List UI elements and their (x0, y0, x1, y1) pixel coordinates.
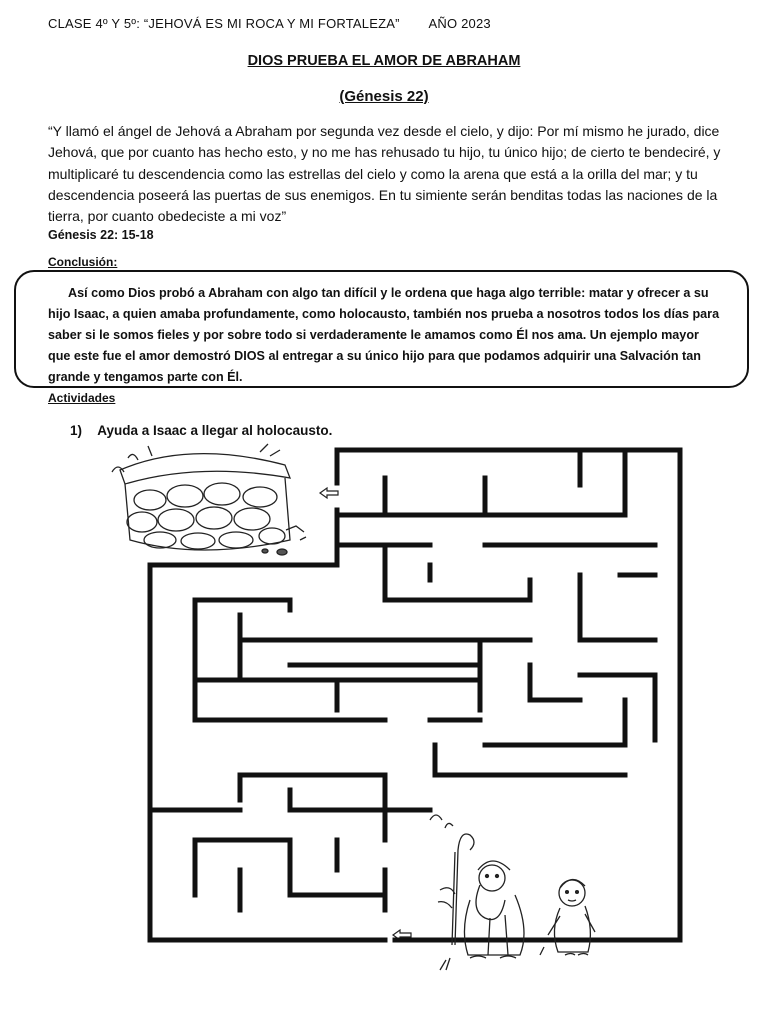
activity-text: Ayuda a Isaac a llegar al holocausto. (97, 423, 333, 438)
stone-altar-drawing (112, 444, 306, 555)
bible-verse: “Y llamó el ángel de Jehová a Abraham por segunda vez desde el cielo, y dijo: Por mí mismo he jurado, dice Jehová, que por cuanto has hecho esto, y no me has rehusado tu hijo, tu único hijo; de cierto te bendeciré, y multiplicaré tu descendencia como las estrellas del cielo y como la arena que está a la orilla del mar; y tu descendencia poseerá las puertas de sus enemigos. En tu simiente serán benditas todas las naciones de la tierra, por cuanto obedeciste a mi voz” (48, 123, 721, 225)
verse-reference: Génesis 22: 15-18 (48, 228, 154, 242)
class-title: CLASE 4º Y 5º: “JEHOVÁ ES MI ROCA Y MI FORTALEZA” (48, 16, 400, 31)
conclusion-text: Así como Dios probó a Abraham con algo tan difícil y le ordena que haga algo terrible: matar y ofrecer a su hijo Isaac, a quien amaba profundamente, como holocausto, también nos prueba a nosotros todos los días para saber si le somos fieles y por sobre todo si verdaderamente le amamos como Él nos ama. Un ejemplo mayor que este fue el amor demostró DIOS al entregar a su único hijo para que podamos adquirir una Salvación tan grande y tengamos parte con Él. (48, 286, 720, 384)
left-arrow-icon (320, 488, 338, 498)
conclusion-label: Conclusión: (48, 255, 118, 269)
page-title: DIOS PRUEBA EL AMOR DE ABRAHAM (247, 53, 521, 69)
year-label: AÑO 2023 (428, 16, 491, 31)
activity-number: 1) (70, 423, 83, 438)
activities-label: Actividades (48, 391, 116, 405)
abraham-and-isaac-drawing (430, 815, 595, 970)
page-subtitle: (Génesis 22) (339, 88, 429, 105)
